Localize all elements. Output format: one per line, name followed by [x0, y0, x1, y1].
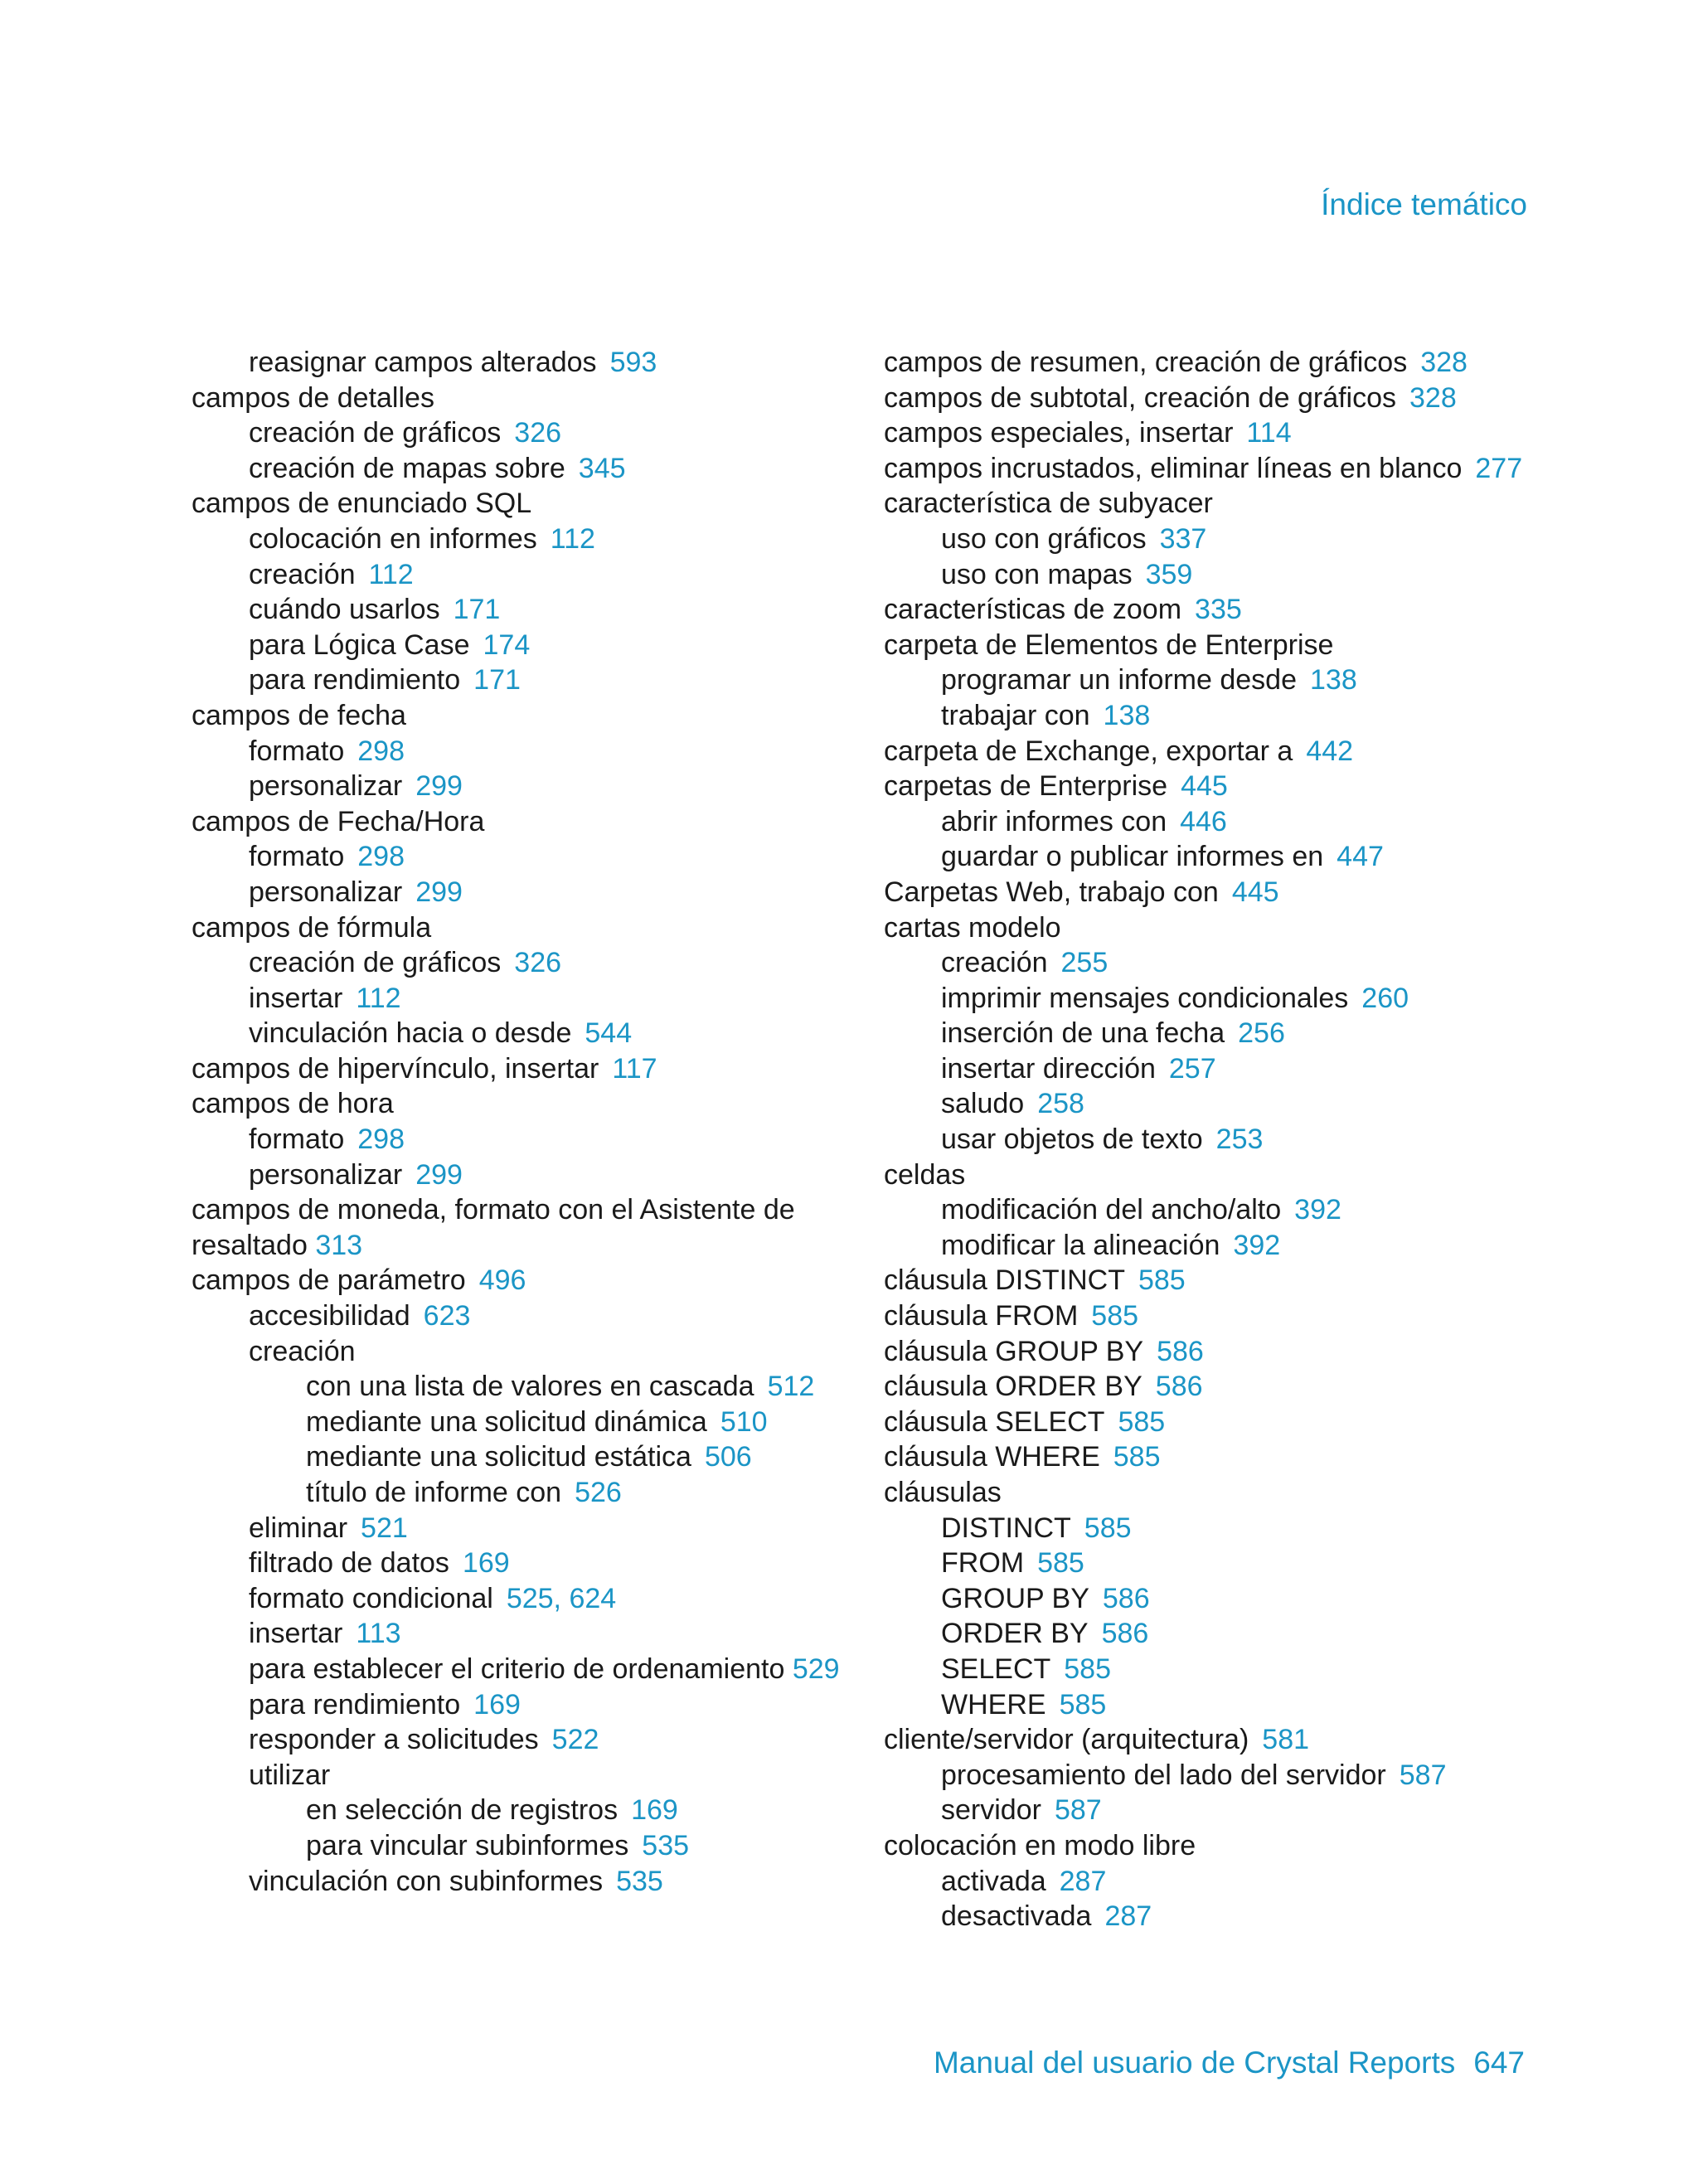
index-entry: [192, 1546, 847, 1581]
index-entry: [884, 1828, 1547, 1864]
index-entry: [192, 1864, 847, 1900]
index-page-ref: 585: [1037, 1547, 1084, 1580]
index-entry: [884, 1546, 1547, 1581]
index-page-ref: 299: [415, 1158, 463, 1191]
index-term: formato: [249, 735, 345, 767]
index-entry: [192, 451, 847, 487]
index-term: Carpetas Web, trabajo con: [884, 876, 1219, 908]
index-entry: [884, 1687, 1547, 1723]
index-page-ref: 299: [415, 876, 463, 908]
index-entry: [192, 1334, 847, 1370]
index-term: carpeta de Exchange, exportar a: [884, 735, 1293, 767]
index-entry: [192, 522, 847, 557]
footer-book-title: Manual del usuario de Crystal Reports: [933, 2046, 1456, 2080]
index-term: característica de subyacer: [884, 488, 1213, 520]
index-page-ref: 585: [1064, 1653, 1111, 1685]
index-page-ref: 581: [1262, 1724, 1310, 1756]
index-entry: [884, 1511, 1547, 1546]
index-entry: [884, 804, 1547, 840]
index-term: accesibilidad: [249, 1300, 410, 1332]
index-term: mediante una solicitud dinámica: [306, 1405, 707, 1438]
index-entry: [884, 345, 1547, 381]
index-term: con una lista de valores en cascada: [306, 1371, 754, 1403]
index-page-ref: 587: [1054, 1794, 1102, 1827]
index-term: carpeta de Elementos de Enterprise: [884, 629, 1334, 661]
index-column-right: [884, 345, 1547, 1934]
index-page-ref: 299: [415, 770, 463, 803]
index-term: inserción de una fecha: [941, 1017, 1225, 1050]
index-entry: [884, 734, 1547, 769]
index-page-ref: 171: [473, 664, 521, 696]
index-entry: [192, 1263, 847, 1298]
index-entry: [884, 875, 1547, 910]
index-page-ref: 277: [1475, 452, 1523, 484]
index-term: formato condicional: [249, 1582, 493, 1614]
index-entry: [192, 1369, 847, 1405]
index-term: vinculación hacia o desde: [249, 1017, 572, 1050]
index-term: campos de subtotal, creación de gráficos: [884, 381, 1397, 414]
index-page-ref: 335: [1195, 594, 1242, 626]
index-entry: [192, 1016, 847, 1051]
index-term: FROM: [941, 1547, 1025, 1580]
index-term: creación: [941, 947, 1048, 979]
index-term: activada: [941, 1865, 1046, 1897]
index-term: guardar o publicar informes en: [941, 841, 1324, 873]
index-entry: [884, 910, 1547, 946]
index-term: campos de fecha: [192, 699, 406, 731]
index-entry: [192, 1405, 847, 1440]
index-page-ref: 328: [1420, 347, 1468, 378]
index-term: WHERE: [941, 1688, 1046, 1721]
index-term: utilizar: [249, 1759, 331, 1791]
index-term: uso con gráficos: [941, 522, 1147, 555]
index-entry: [884, 1158, 1547, 1193]
index-entry: [192, 1581, 847, 1617]
index-term: campos incrustados, eliminar líneas en blanco: [884, 452, 1463, 484]
index-term: cláusula SELECT: [884, 1405, 1105, 1438]
index-page-ref: 586: [1101, 1618, 1149, 1650]
index-page-ref: 337: [1159, 522, 1207, 555]
index-entry: [192, 1122, 847, 1158]
index-term: insertar: [249, 1618, 343, 1650]
index-page-ref: 445: [1181, 770, 1228, 803]
index-entry: [884, 839, 1547, 875]
index-entry: [192, 945, 847, 981]
index-term: creación de gráficos: [249, 947, 502, 979]
index-entry: [192, 698, 847, 734]
index-term: colocación en modo libre: [884, 1829, 1196, 1861]
index-entry: [884, 381, 1547, 416]
index-entry: [884, 1758, 1547, 1793]
index-page-ref: 392: [1294, 1194, 1341, 1226]
index-entry: [192, 1192, 847, 1263]
index-term: GROUP BY: [941, 1582, 1089, 1614]
index-term: servidor: [941, 1794, 1041, 1827]
index-page-ref: 112: [368, 558, 414, 590]
index-term: características de zoom: [884, 594, 1182, 626]
index-page-ref: 587: [1399, 1759, 1447, 1791]
index-term: cláusula DISTINCT: [884, 1264, 1125, 1297]
index-entry: [192, 1051, 847, 1087]
index-page-ref: 298: [357, 735, 405, 767]
index-page-ref: 585: [1091, 1300, 1139, 1332]
index-page-ref: 117: [612, 1052, 657, 1085]
index-entry: [192, 1758, 847, 1793]
index-entry: [884, 1016, 1547, 1051]
index-page-ref: 496: [478, 1264, 526, 1297]
index-page-ref: 442: [1306, 735, 1354, 767]
index-page-ref: 585: [1059, 1688, 1107, 1721]
index-page-ref: 253: [1215, 1124, 1264, 1156]
index-page-ref: 525, 624: [506, 1582, 617, 1614]
index-entry: [884, 945, 1547, 981]
index-entry: [192, 592, 847, 628]
index-entry: [192, 1687, 847, 1723]
index-entry: [192, 1439, 847, 1475]
index-term: personalizar: [249, 770, 403, 803]
index-page-ref: 169: [631, 1794, 678, 1827]
index-term: para rendimiento: [249, 1688, 461, 1721]
index-entry: [192, 1828, 847, 1864]
index-term: desactivada: [941, 1900, 1092, 1933]
index-entry: [884, 1122, 1547, 1158]
index-term: filtrado de datos: [249, 1547, 449, 1580]
index-entry: [192, 804, 847, 840]
index-entry: [884, 769, 1547, 804]
index-entry: [884, 415, 1547, 451]
index-term: modificar la alineación: [941, 1229, 1220, 1261]
index-page-ref: 138: [1310, 664, 1357, 696]
index-page-ref: 535: [616, 1865, 663, 1897]
index-page-ref: 112: [356, 982, 401, 1014]
index-term: formato: [249, 1124, 345, 1156]
index-term: campos de Fecha/Hora: [192, 805, 485, 837]
index-term: usar objetos de texto: [941, 1124, 1203, 1156]
index-entry: [884, 451, 1547, 487]
index-page-ref: 593: [609, 347, 657, 378]
index-term: campos de detalles: [192, 381, 434, 414]
index-entry: [192, 1086, 847, 1122]
index-entry: [884, 1298, 1547, 1334]
index-page-ref: 586: [1102, 1582, 1150, 1614]
index-entry: [884, 1051, 1547, 1087]
index-term: abrir informes con: [941, 805, 1167, 837]
index-entry: [884, 1616, 1547, 1652]
page-header-title: Índice temático: [1321, 187, 1527, 221]
index-entry: [192, 875, 847, 910]
index-entry: [884, 698, 1547, 734]
index-page-ref: 255: [1060, 947, 1109, 979]
index-page-ref: 113: [356, 1618, 401, 1650]
index-page-ref: 169: [462, 1547, 510, 1580]
index-term: imprimir mensajes condicionales: [941, 982, 1349, 1014]
index-entry: [884, 662, 1547, 698]
index-entry: [192, 557, 847, 593]
index-page-ref: 257: [1168, 1052, 1216, 1085]
index-page-ref: 359: [1145, 558, 1193, 590]
index-entry: [192, 734, 847, 769]
index-page-ref: 521: [361, 1512, 408, 1544]
index-page-ref: 535: [642, 1829, 690, 1861]
index-page-ref: 326: [514, 417, 562, 449]
index-term: campos de fórmula: [192, 911, 432, 944]
index-term: título de informe con: [306, 1477, 562, 1508]
index-entry: [884, 1334, 1547, 1370]
index-page-ref: 313: [315, 1229, 363, 1261]
index-page-ref: 522: [551, 1724, 599, 1756]
index-term: uso con mapas: [941, 558, 1133, 590]
index-entry: [884, 1722, 1547, 1758]
index-entry: [192, 1722, 847, 1758]
index-entry: [884, 1581, 1547, 1617]
index-entry: [192, 1475, 847, 1511]
index-entry: [192, 1616, 847, 1652]
index-entry: [192, 345, 847, 381]
index-entry: [192, 662, 847, 698]
index-page-ref: 585: [1113, 1441, 1161, 1473]
index-page-ref: 171: [453, 594, 501, 626]
index-entry: [884, 1192, 1547, 1228]
index-term: cláusula FROM: [884, 1300, 1079, 1332]
index-term: campos de hora: [192, 1088, 394, 1120]
index-term: campos de resumen, creación de gráficos: [884, 347, 1408, 378]
index-entry: [884, 557, 1547, 593]
index-entry: [192, 1158, 847, 1193]
index-term: personalizar: [249, 1158, 403, 1191]
index-term: personalizar: [249, 876, 403, 908]
index-page-ref: 446: [1180, 805, 1227, 837]
index-term: ORDER BY: [941, 1618, 1089, 1650]
index-page-ref: 623: [423, 1300, 471, 1332]
index-entry: [884, 1228, 1547, 1264]
index-term: trabajar con: [941, 699, 1090, 731]
index-entry: [884, 1864, 1547, 1900]
index-term: creación: [249, 1335, 356, 1367]
index-entry: [192, 628, 847, 663]
index-entry: [884, 522, 1547, 557]
index-page-ref: 526: [575, 1477, 622, 1508]
index-entry: [884, 592, 1547, 628]
index-entry: [884, 1475, 1547, 1511]
index-page-ref: 586: [1155, 1371, 1203, 1403]
index-page-ref: 174: [483, 629, 531, 661]
index-entry: [884, 486, 1547, 522]
index-term: responder a solicitudes: [249, 1724, 539, 1756]
index-page-ref: 529: [792, 1653, 840, 1685]
index-term: en selección de registros: [306, 1794, 619, 1827]
index-entry: [884, 1405, 1547, 1440]
index-term: para vincular subinformes: [306, 1829, 629, 1861]
index-entry: [884, 1263, 1547, 1298]
index-entry: [884, 1086, 1547, 1122]
index-term: cláusula GROUP BY: [884, 1335, 1144, 1367]
index-page-ref: 445: [1231, 876, 1279, 908]
index-entry: [192, 1511, 847, 1546]
index-page-ref: 585: [1138, 1264, 1186, 1297]
index-entry: [192, 1793, 847, 1828]
index-entry: [192, 910, 847, 946]
index-term: para Lógica Case: [249, 629, 470, 661]
page-footer: [934, 2047, 1525, 2078]
index-term: insertar dirección: [941, 1052, 1156, 1085]
index-term: saludo: [941, 1088, 1025, 1120]
index-term: formato: [249, 841, 345, 873]
index-term: creación: [249, 558, 356, 590]
index-term: reasignar campos alterados: [249, 347, 597, 378]
index-entry: [192, 769, 847, 804]
index-page-ref: 447: [1337, 841, 1384, 873]
index-term: cuándo usarlos: [249, 594, 440, 626]
index-term: campos de enunciado SQL: [192, 488, 532, 520]
index-term: colocación en informes: [249, 522, 537, 555]
index-term: celdas: [884, 1158, 966, 1191]
index-term: mediante una solicitud estática: [306, 1441, 691, 1473]
index-term: cliente/servidor (arquitectura): [884, 1724, 1249, 1756]
index-entry: [192, 839, 847, 875]
index-page-ref: 298: [357, 841, 405, 873]
index-term: vinculación con subinformes: [249, 1865, 604, 1897]
index-entry: [884, 1793, 1547, 1828]
index-term: campos de parámetro: [192, 1264, 466, 1297]
index-term: para rendimiento: [249, 664, 461, 696]
index-page-ref: 585: [1118, 1405, 1166, 1438]
index-entry: [192, 486, 847, 522]
index-term: cláusulas: [884, 1477, 1002, 1508]
index-page-ref: 138: [1103, 699, 1151, 731]
index-entry: [884, 1439, 1547, 1475]
index-term: insertar: [249, 982, 343, 1014]
footer-page-number: 647: [1473, 2046, 1525, 2080]
index-term: cláusula WHERE: [884, 1441, 1100, 1473]
index-page-ref: 256: [1238, 1017, 1285, 1050]
index-term: para establecer el criterio de ordenamiento: [249, 1653, 785, 1685]
index-page-ref: 585: [1084, 1512, 1132, 1544]
index-page-ref: 287: [1059, 1865, 1107, 1897]
index-entry: [884, 1369, 1547, 1405]
index-entry: [192, 1652, 847, 1687]
index-entry: [192, 981, 847, 1017]
index-term: creación de mapas sobre: [249, 452, 565, 484]
index-term: programar un informe desde: [941, 664, 1298, 696]
index-entry: [884, 1652, 1547, 1687]
index-page-ref: 114: [1246, 417, 1292, 449]
index-entry: [192, 415, 847, 451]
index-page-ref: 345: [578, 452, 626, 484]
index-term: DISTINCT: [941, 1512, 1071, 1544]
index-page-ref: 392: [1233, 1229, 1281, 1261]
index-page-ref: 260: [1361, 982, 1409, 1014]
index-column-left: [192, 345, 847, 1899]
index-term: eliminar: [249, 1512, 348, 1544]
index-term: cartas modelo: [884, 911, 1061, 944]
index-term: modificación del ancho/alto: [941, 1194, 1282, 1226]
index-term: creación de gráficos: [249, 417, 502, 449]
index-term: carpetas de Enterprise: [884, 770, 1168, 803]
index-page-ref: 586: [1157, 1335, 1204, 1367]
index-page-ref: 510: [720, 1405, 768, 1438]
index-page-ref: 112: [550, 522, 595, 555]
index-page-ref: 258: [1037, 1088, 1084, 1120]
index-page-ref: 544: [585, 1017, 633, 1050]
index-entry: [192, 1298, 847, 1334]
index-term: SELECT: [941, 1653, 1051, 1685]
index-entry: [884, 981, 1547, 1017]
index-term: campos de hipervínculo, insertar: [192, 1052, 599, 1085]
index-entry: [884, 1899, 1547, 1934]
index-term: campos de moneda, formato con el Asistente de resaltado: [192, 1194, 795, 1261]
index-entry: [884, 628, 1547, 663]
index-page-ref: 326: [514, 947, 562, 979]
index-page-ref: 512: [767, 1371, 815, 1403]
index-term: procesamiento del lado del servidor: [941, 1759, 1386, 1791]
index-page-ref: 506: [704, 1441, 752, 1473]
index-entry: [192, 381, 847, 416]
index-page-ref: 169: [473, 1688, 521, 1721]
index-term: cláusula ORDER BY: [884, 1371, 1143, 1403]
index-page-ref: 298: [357, 1124, 405, 1156]
index-page-ref: 287: [1104, 1900, 1152, 1933]
index-page-ref: 328: [1409, 381, 1457, 414]
index-term: campos especiales, insertar: [884, 417, 1234, 449]
